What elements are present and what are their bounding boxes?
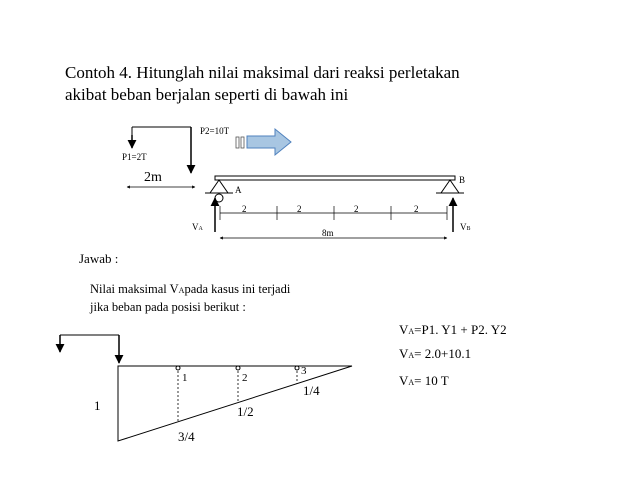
point-label: 3 bbox=[301, 365, 307, 377]
ordinate-label: 1/2 bbox=[237, 404, 254, 419]
influence-line-triangle bbox=[118, 366, 352, 441]
title-line-2: akibat beban berjalan seperti di bawah ini bbox=[65, 85, 349, 104]
equation-1: VA=P1. Y1 + P2. Y2 bbox=[399, 322, 507, 337]
support-b-label: B bbox=[459, 175, 466, 185]
influence-left-value: 1 bbox=[94, 398, 101, 413]
point-marker bbox=[176, 366, 180, 370]
segment-label: 2 bbox=[354, 204, 359, 214]
equation-2: VA= 2.0+10.1 bbox=[399, 346, 472, 361]
ordinate-label: 1/4 bbox=[303, 383, 320, 398]
segment-label: 2 bbox=[297, 204, 302, 214]
support-a bbox=[205, 180, 233, 202]
influence-loads bbox=[60, 335, 119, 363]
reaction-a-label: VA bbox=[192, 222, 203, 232]
segment-dimensions bbox=[220, 206, 447, 220]
segment-label: 2 bbox=[242, 204, 247, 214]
equation-3: VA= 10 T bbox=[399, 373, 449, 388]
p1-label: P1=2T bbox=[122, 152, 147, 162]
beam bbox=[215, 176, 455, 180]
point-label: 1 bbox=[182, 372, 188, 384]
point-label: 2 bbox=[242, 372, 248, 384]
load-spacing-label: 2m bbox=[144, 170, 162, 185]
support-a-label: A bbox=[235, 185, 242, 195]
point-marker bbox=[295, 366, 299, 370]
point-marker bbox=[236, 366, 240, 370]
movement-arrow-icon bbox=[236, 129, 291, 155]
title-line-1: Contoh 4. Hitunglah nilai maksimal dari reaksi perletakan bbox=[65, 63, 460, 82]
reaction-b-label: VB bbox=[460, 222, 471, 232]
segment-label: 2 bbox=[414, 204, 419, 214]
span-label: 8m bbox=[322, 228, 334, 238]
load-p1 bbox=[132, 127, 191, 148]
answer-description: Nilai maksimal VApada kasus ini terjadi jika beban pada posisi berikut : bbox=[90, 282, 291, 314]
ordinate-label: 3/4 bbox=[178, 429, 195, 444]
answer-heading: Jawab : bbox=[79, 251, 119, 266]
p2-label: P2=10T bbox=[200, 126, 230, 136]
